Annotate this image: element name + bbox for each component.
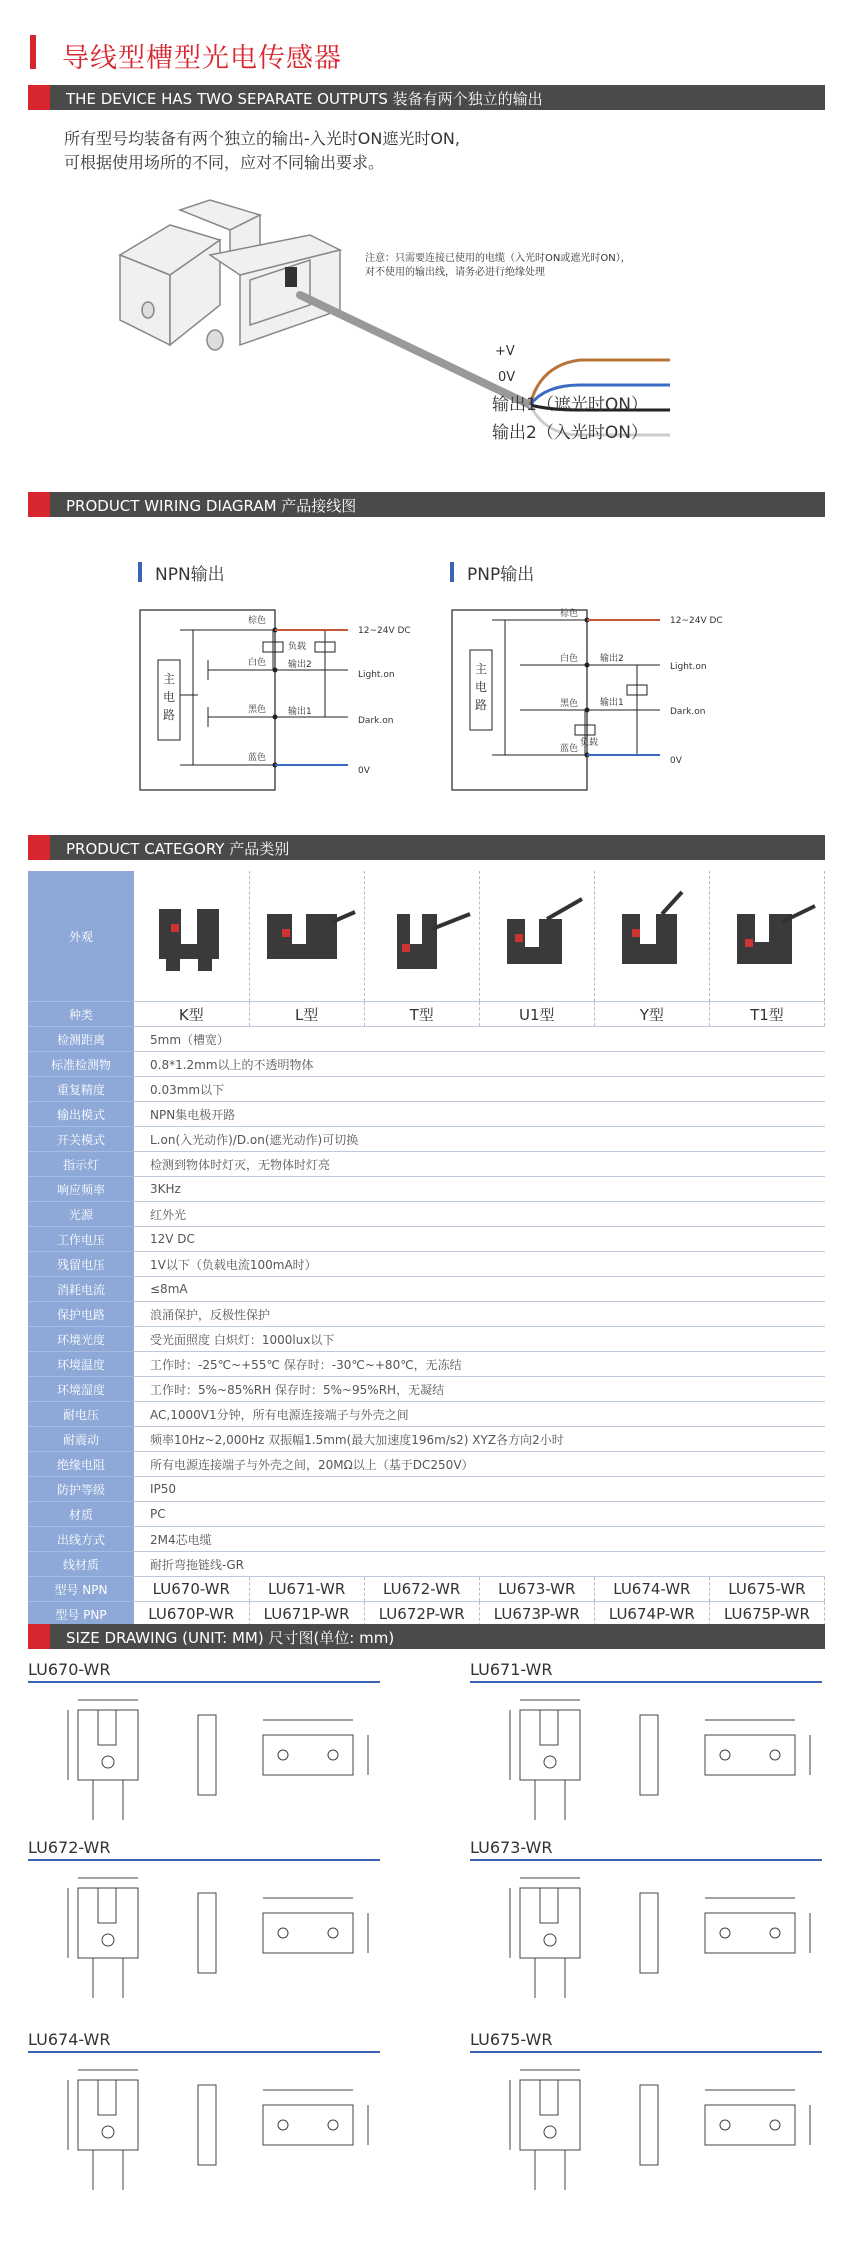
spec-label: 线材质 [28,1552,134,1577]
svg-text:12~24V DC: 12~24V DC [358,626,411,636]
svg-text:0V: 0V [358,766,370,776]
svg-text:Dark.on: Dark.on [358,716,394,726]
intro-line-2: 可根据使用场所的不同，应对不同输出要求。 [64,153,385,172]
note-line-2: 对不使用的输出线，请务必进行绝缘处理 [365,267,545,278]
dimension-drawing [490,2060,840,2205]
dimension-drawing [48,1690,398,1835]
spec-row [28,1252,825,1277]
svg-text:白色: 白色 [248,658,267,668]
spec-value: 0.8*1.2mm以上的不透明物体 [134,1052,825,1077]
spec-value: ≤8mA [134,1277,825,1302]
spec-row [28,1127,825,1152]
spec-value: AC,1000V1分钟，所有电源连接端子与外壳之间 [134,1402,825,1427]
svg-text:主: 主 [162,672,176,686]
npn-title: NPN输出 [155,565,225,585]
spec-value: 频率10Hz~2,000Hz 双振幅1.5mm(最大加速度196m/s2) XYZ各方向2小时 [134,1427,825,1452]
spec-label: 工作电压 [28,1227,134,1252]
pnp-model-row: 型号 PNP LU670P-WR LU671P-WR LU672P-WR LU673P-WR LU674P-WR LU675P-WR [28,1602,825,1627]
spec-label: 标准检测物 [28,1052,134,1077]
spec-label: 响应频率 [28,1177,134,1202]
title-accent [30,35,36,69]
pnp-title: PNP输出 [467,565,535,585]
spec-label: 输出模式 [28,1102,134,1127]
npn-wiring-diagram [138,605,438,795]
product-image-t1 [709,871,824,1002]
svg-text:蓝色: 蓝色 [248,753,267,763]
svg-text:输出1: 输出1 [600,698,624,708]
spec-label: 环境温度 [28,1352,134,1377]
npn-model-row: 型号 NPN LU670-WR LU671-WR LU672-WR LU673-WR LU674-WR LU675-WR [28,1577,825,1602]
svg-text:负载: 负载 [288,642,307,652]
svg-text:电: 电 [474,680,488,694]
spec-value: 2M4芯电缆 [134,1527,825,1552]
sensor-outputs-illustration [110,195,710,475]
drawing-title: LU675-WR [470,2030,553,2049]
appearance-row: 外观 [28,871,825,1002]
spec-value: 所有电源连接端子与外壳之间，20MΩ以上（基于DC250V） [134,1452,825,1477]
svg-text:输出2: 输出2 [288,660,312,670]
spec-row [28,1102,825,1127]
spec-label: 光源 [28,1202,134,1227]
product-image-u1 [479,871,594,1002]
svg-text:Light.on: Light.on [358,670,395,680]
svg-text:棕色: 棕色 [248,616,267,626]
product-image-y [594,871,709,1002]
svg-text:输出1: 输出1 [288,707,312,717]
spec-row [28,1427,825,1452]
spec-row [28,1352,825,1377]
spec-value: 12V DC [134,1227,825,1252]
drawing-title: LU673-WR [470,1838,553,1857]
spec-value: 0.03mm以下 [134,1077,825,1102]
note-line-1: 注意：只需要连接已使用的电缆（入光时ON或遮光时ON）， [365,253,631,264]
spec-row [28,1377,825,1402]
spec-value: 检测到物体时灯灭，无物体时灯亮 [134,1152,825,1177]
spec-row [28,1327,825,1352]
svg-text:输出2: 输出2 [600,654,624,664]
spec-label: 保护电路 [28,1302,134,1327]
page-title: 导线型槽型光电传感器 [62,43,342,74]
spec-value: 工作时：-25℃~+55℃ 保存时：-30℃~+80℃，无冻结 [134,1352,825,1377]
spec-value: 1V以下（负载电流100mA时） [134,1252,825,1277]
dimension-drawing [48,2060,398,2205]
svg-text:电: 电 [162,690,176,704]
spec-value: 耐折弯拖链线-GR [134,1552,825,1577]
wire-label-out1: 输出1（遮光时ON） [492,395,648,415]
spec-label: 环境湿度 [28,1377,134,1402]
spec-table [28,871,825,1627]
spec-value: IP50 [134,1477,825,1502]
type-row: 种类 K型 L型 T型 U1型 Y型 T1型 [28,1002,825,1027]
wire-label-out2: 输出2（入光时ON） [492,423,648,443]
spec-label: 环境光度 [28,1327,134,1352]
spec-label: 开关模式 [28,1127,134,1152]
dimension-drawing [490,1868,840,2013]
svg-text:0V: 0V [670,756,682,766]
spec-value: 受光面照度 白炽灯：1000lux以下 [134,1327,825,1352]
dimension-drawing [48,1868,398,2013]
section-header-outputs: THE DEVICE HAS TWO SEPARATE OUTPUTS 装备有两个独立的输出 [28,85,825,110]
spec-label: 绝缘电阻 [28,1452,134,1477]
svg-text:负载: 负载 [580,738,599,748]
spec-value: 3KHz [134,1177,825,1202]
spec-label: 耐震动 [28,1427,134,1452]
spec-label: 残留电压 [28,1252,134,1277]
product-image-k [134,871,249,1002]
spec-row [28,1552,825,1577]
svg-text:路: 路 [162,708,176,722]
svg-text:白色: 白色 [560,654,579,664]
svg-text:主: 主 [474,662,488,676]
drawing-title: LU670-WR [28,1660,111,1679]
svg-text:12~24V DC: 12~24V DC [670,616,723,626]
spec-row [28,1402,825,1427]
svg-text:蓝色: 蓝色 [560,744,579,754]
svg-text:Dark.on: Dark.on [670,707,706,717]
spec-label: 指示灯 [28,1152,134,1177]
spec-label: 重复精度 [28,1077,134,1102]
spec-value: 5mm（槽宽） [134,1027,825,1052]
spec-value: PC [134,1502,825,1527]
spec-value: L.on(入光动作)/D.on(遮光动作)可切换 [134,1127,825,1152]
spec-row [28,1527,825,1552]
spec-row [28,1502,825,1527]
spec-label: 耐电压 [28,1402,134,1427]
drawing-title: LU672-WR [28,1838,111,1857]
spec-value: 工作时：5%~85%RH 保存时：5%~95%RH，无凝结 [134,1377,825,1402]
section-header-wiring: PRODUCT WIRING DIAGRAM 产品接线图 [28,492,825,517]
spec-row [28,1152,825,1177]
product-image-l [249,871,364,1002]
spec-row [28,1077,825,1102]
intro-line-1: 所有型号均装备有两个独立的输出-入光时ON遮光时ON, [64,129,460,148]
spec-value: 浪涌保护，反极性保护 [134,1302,825,1327]
spec-label: 消耗电流 [28,1277,134,1302]
wire-label-vplus: +V [495,344,515,359]
spec-row [28,1452,825,1477]
spec-row [28,1202,825,1227]
spec-label: 防护等级 [28,1477,134,1502]
svg-text:黑色: 黑色 [560,699,579,709]
dimension-drawing [490,1690,840,1835]
spec-row [28,1177,825,1202]
svg-text:棕色: 棕色 [560,609,579,619]
spec-row [28,1302,825,1327]
spec-label: 出线方式 [28,1527,134,1552]
spec-label: 检测距离 [28,1027,134,1052]
spec-label: 材质 [28,1502,134,1527]
spec-value: NPN集电极开路 [134,1102,825,1127]
spec-row [28,1052,825,1077]
product-image-t [364,871,479,1002]
spec-value: 红外光 [134,1202,825,1227]
svg-text:路: 路 [474,698,488,712]
svg-text:Light.on: Light.on [670,662,707,672]
drawing-title: LU674-WR [28,2030,111,2049]
spec-row [28,1477,825,1502]
spec-row [28,1227,825,1252]
wire-label-0v: 0V [498,370,516,385]
drawing-title: LU671-WR [470,1660,553,1679]
spec-row [28,1027,825,1052]
spec-row [28,1277,825,1302]
svg-text:黑色: 黑色 [248,705,267,715]
pnp-wiring-diagram [450,605,750,795]
section-header-category: PRODUCT CATEGORY 产品类别 [28,835,825,860]
section-header-size: SIZE DRAWING (UNIT: MM) 尺寸图(单位: mm) [28,1624,825,1649]
